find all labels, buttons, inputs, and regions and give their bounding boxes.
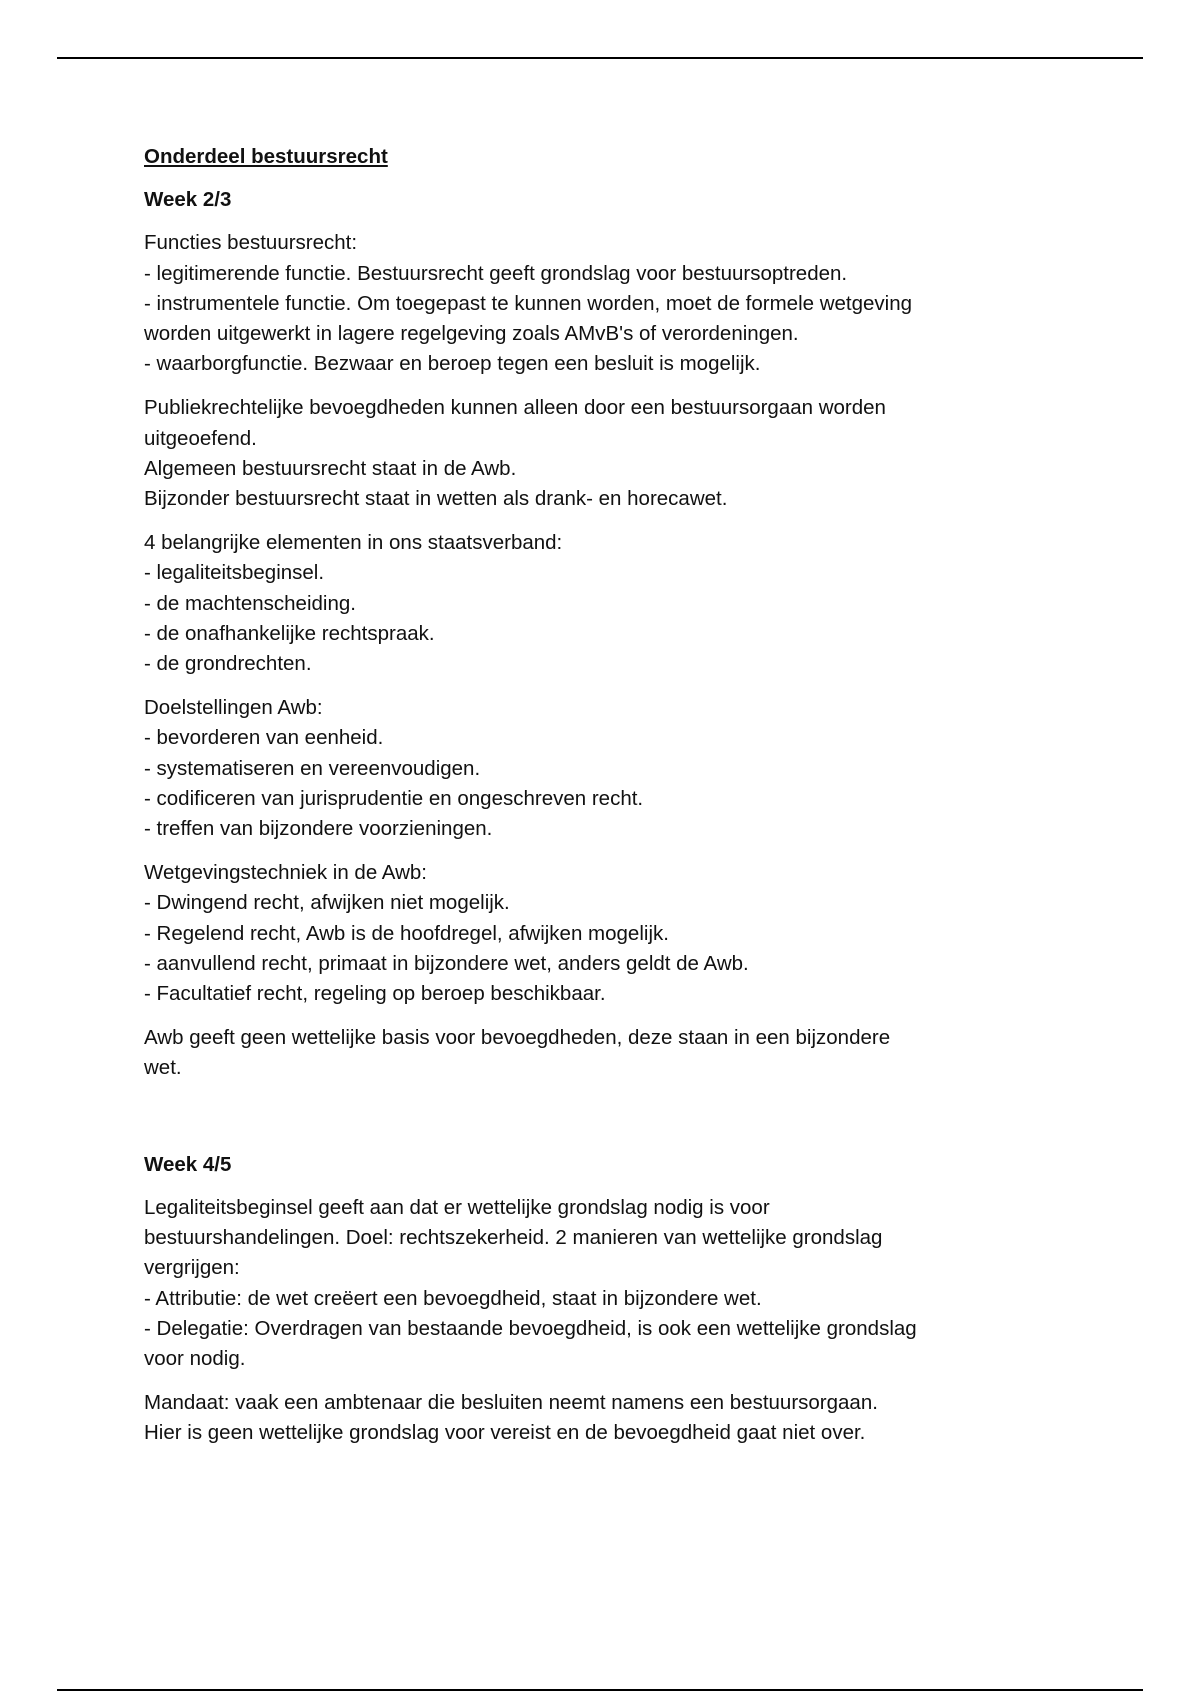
paragraph-line: Algemeen bestuursrecht staat in de Awb. [144, 456, 517, 480]
paragraph-line: wet. [144, 1056, 182, 1080]
paragraph-line: Functies bestuursrecht: [144, 231, 358, 255]
paragraph-line: Mandaat: vaak een ambtenaar die besluiten neemt namens een bestuursorgaan. [144, 1391, 878, 1415]
paragraph-line: Publiekrechtelijke bevoegdheden kunnen alleen door een bestuursorgaan worden [144, 396, 886, 420]
paragraph-line: - Attributie: de wet creëert een bevoegdheid, staat in bijzondere wet. [144, 1286, 762, 1310]
legaliteit-paragraph [144, 1193, 1074, 1374]
awb-basis-paragraph [144, 1023, 1074, 1083]
paragraph-line: Legaliteitsbeginsel geeft aan dat er wettelijke grondslag nodig is voor [144, 1195, 770, 1219]
paragraph-line: - Dwingend recht, afwijken niet mogelijk. [144, 891, 510, 915]
paragraph-line: - de grondrechten. [144, 652, 312, 676]
paragraph-line: worden uitgewerkt in lagere regelgeving zoals AMvB's of verordeningen. [144, 322, 799, 346]
paragraph-line: 4 belangrijke elementen in ons staatsverband: [144, 531, 563, 555]
wetgevingstechniek-paragraph [144, 858, 1074, 1009]
document-body [144, 142, 1074, 1463]
paragraph-line: voor nodig. [144, 1346, 246, 1370]
paragraph-line: - de onafhankelijke rechtspraak. [144, 621, 435, 645]
paragraph-line: - instrumentele functie. Om toegepast te kunnen worden, moet de formele wetgeving [144, 291, 913, 315]
paragraph-line: Hier is geen wettelijke grondslag voor vereist en de bevoegdheid gaat niet over. [144, 1421, 866, 1445]
paragraph-line: - bevorderen van eenheid. [144, 726, 384, 750]
paragraph-line: - Facultatief recht, regeling op beroep beschikbaar. [144, 982, 606, 1006]
publiekrecht-paragraph [144, 393, 1074, 514]
paragraph-line: Wetgevingstechniek in de Awb: [144, 861, 428, 885]
paragraph-line: - aanvullend recht, primaat in bijzondere wet, anders geldt de Awb. [144, 951, 749, 975]
paragraph-line: - legaliteitsbeginsel. [144, 561, 325, 585]
paragraph-line: - de machtenscheiding. [144, 591, 356, 615]
paragraph-line: - legitimerende functie. Bestuursrecht geeft grondslag voor bestuursoptreden. [144, 261, 848, 285]
bottom-rule [57, 1689, 1143, 1691]
paragraph-line: Awb geeft geen wettelijke basis voor bevoegdheden, deze staan in een bijzondere [144, 1026, 891, 1050]
week-4-5-heading: Week 4/5 [144, 1152, 232, 1176]
mandaat-paragraph [144, 1388, 1074, 1448]
doelstellingen-paragraph [144, 693, 1074, 844]
paragraph-line: vergrijgen: [144, 1256, 240, 1280]
paragraph-line: Bijzonder bestuursrecht staat in wetten als drank- en horecawet. [144, 487, 728, 511]
section-spacer [144, 1098, 1074, 1150]
paragraph-line: - Regelend recht, Awb is de hoofdregel, afwijken mogelijk. [144, 921, 669, 945]
paragraph-line: bestuurshandelingen. Doel: rechtszekerheid. 2 manieren van wettelijke grondslag [144, 1226, 883, 1250]
paragraph-line: - waarborgfunctie. Bezwaar en beroep tegen een besluit is mogelijk. [144, 352, 761, 376]
paragraph-line: Doelstellingen Awb: [144, 696, 323, 720]
week-2-3-heading: Week 2/3 [144, 188, 232, 212]
document-title: Onderdeel bestuursrecht [144, 145, 388, 168]
top-rule [57, 57, 1143, 59]
paragraph-line: uitgeoefend. [144, 426, 257, 450]
paragraph-line: - codificeren van jurisprudentie en ongeschreven recht. [144, 786, 644, 810]
functies-paragraph [144, 228, 1074, 379]
elementen-paragraph [144, 528, 1074, 679]
paragraph-line: - Delegatie: Overdragen van bestaande bevoegdheid, is ook een wettelijke grondslag [144, 1316, 917, 1340]
paragraph-line: - treffen van bijzondere voorzieningen. [144, 817, 493, 841]
paragraph-line: - systematiseren en vereenvoudigen. [144, 756, 481, 780]
